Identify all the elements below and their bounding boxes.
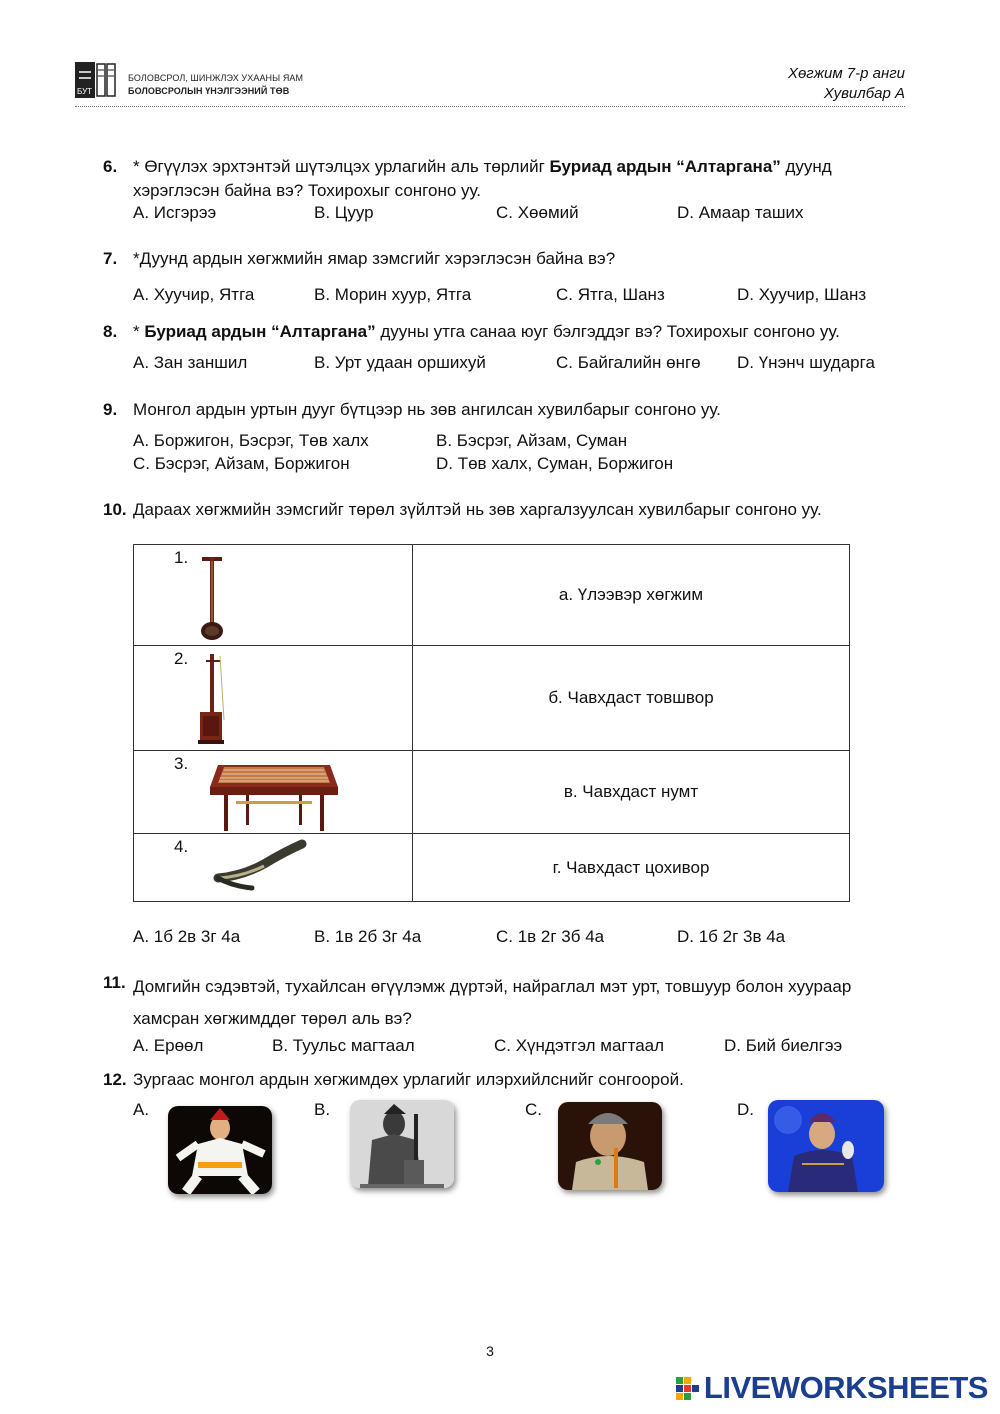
instrument-cell-3: 3. — [134, 751, 413, 834]
q8-option-c[interactable]: C. Байгалийн өнгө — [556, 353, 701, 372]
q10-option-d[interactable]: D. 1б 2г 3в 4а — [677, 927, 786, 946]
q11-option-b[interactable]: B. Туульс магтаал — [272, 1036, 415, 1055]
q8-option-a[interactable]: A. Зан заншил — [133, 353, 248, 372]
q11-option-d[interactable]: D. Бий биелгээ — [724, 1036, 843, 1055]
q10-text: Дараах хөгжмийн зэмсгийг төрөл зүйлтэй нь зөв харгалзуулсан хувилбарыг сонгоно уу. — [133, 500, 822, 519]
q12-option-d[interactable]: D. — [737, 1100, 754, 1119]
q7-option-d[interactable]: D. Хуучир, Шанз — [737, 285, 867, 304]
q6-option-d[interactable]: D. Амаар таших — [677, 203, 804, 222]
instrument-cell-1: 1. — [134, 545, 413, 646]
horn-instrument-icon — [212, 838, 308, 898]
table-row — [134, 545, 850, 646]
q9-option-c[interactable]: C. Бэсрэг, Айзам, Боржигон — [133, 454, 350, 473]
category-cell-c: в. Чавхдаст нумт — [413, 751, 850, 834]
q9-option-b[interactable]: B. Бэсрэг, Айзам, Суман — [436, 431, 628, 450]
liveworksheets-logo-icon — [676, 1377, 700, 1401]
variant-title: Хувилбар А — [823, 85, 905, 102]
q11-number: 11. — [103, 973, 126, 992]
org-name-line2: БОЛОВСРОЛЫН ҮНЭЛГЭЭНИЙ ТӨВ — [128, 86, 290, 96]
q6-text: * Өгүүлэх эрхтэнтэй шүтэлцэх урлагийн аль төрлийг Буриад ардын “Алтаргана” дуунд хэрэглэсэн байна вэ? Тохирохыг сонгоно уу. — [133, 157, 832, 200]
q8-text: * Буриад ардын “Алтаргана” дууны утга санаа юуг бэлгэддэг вэ? Тохирохыг сонгоно уу. — [133, 322, 840, 341]
q9-number: 9. — [103, 400, 118, 419]
q9-text: Монгол ардын уртын дууг бүтцээр нь зөв ангилсан хувилбарыг сонгоно уу. — [133, 400, 721, 419]
svg-text:БУТ: БУТ — [77, 87, 93, 96]
instrument-cell-4: 4. — [134, 834, 413, 902]
q10-option-c[interactable]: C. 1в 2г 3б 4а — [496, 927, 605, 946]
q10-option-a[interactable]: A. 1б 2в 3г 4а — [133, 927, 241, 946]
q7-number: 7. — [103, 249, 118, 268]
photo-tuulch[interactable] — [350, 1100, 454, 1188]
flute-player-image — [558, 1102, 662, 1190]
instrument-match-table — [133, 544, 850, 902]
instrument-cell-2: 2. — [134, 646, 413, 751]
q7-option-b[interactable]: B. Морин хуур, Ятга — [314, 285, 472, 304]
header-divider — [75, 106, 905, 107]
category-cell-a: а. Үлээвэр хөгжим — [413, 545, 850, 646]
liveworksheets-brand[interactable] — [676, 1370, 988, 1406]
q11-option-a[interactable]: A. Ерөөл — [133, 1036, 204, 1055]
q12-option-a[interactable]: A. — [133, 1100, 150, 1119]
q7-text: *Дуунд ардын хөгжмийн ямар зэмсгийг хэрэглэсэн байна вэ? — [133, 249, 616, 268]
q6-number: 6. — [103, 157, 118, 176]
q10-option-b[interactable]: B. 1в 2б 3г 4а — [314, 927, 422, 946]
q11-text: Домгийн сэдэвтэй, тухайлсан өгүүлэмж дүртэй, найраглал мэт урт, товшуур болон хуураар хамсран хөгжимддөг төрөл аль вэ? — [133, 977, 852, 1028]
q12-option-c[interactable]: C. — [525, 1100, 542, 1119]
table-row — [134, 751, 850, 834]
liveworksheets-text: LIVEWORKSHEETS — [703, 1370, 988, 1405]
q9-option-d[interactable]: D. Төв халх, Суман, Боржигон — [436, 454, 674, 473]
q11-option-c[interactable]: C. Хүндэтгэл магтаал — [494, 1036, 665, 1055]
q10-number: 10. — [103, 500, 127, 519]
org-name-line1: БОЛОВСРОЛ, ШИНЖЛЭХ УХААНЫ ЯАМ — [128, 73, 304, 83]
q7-option-a[interactable]: A. Хуучир, Ятга — [133, 285, 255, 304]
q12-text: Зургаас монгол ардын хөгжимдөх урлагийг илэрхийлснийг сонгоорой. — [133, 1070, 684, 1089]
q6-option-a[interactable]: A. Исгэрээ — [133, 203, 217, 222]
ministry-logo — [75, 62, 123, 98]
q12-option-b[interactable]: B. — [314, 1100, 331, 1119]
book-icon — [75, 62, 123, 98]
shanz-instrument-icon — [198, 551, 238, 643]
category-cell-d: г. Чавхдаст цохивор — [413, 834, 850, 902]
q6-option-b[interactable]: B. Цуур — [314, 203, 374, 222]
q7-option-c[interactable]: C. Ятга, Шанз — [556, 285, 665, 304]
khuuchir-instrument-icon — [196, 650, 240, 746]
category-cell-b: б. Чавхдаст товшвор — [413, 646, 850, 751]
q8-number: 8. — [103, 322, 118, 341]
table-row — [134, 834, 850, 902]
photo-singer[interactable] — [768, 1100, 884, 1192]
tuulch-image — [350, 1100, 454, 1188]
q12-number: 12. — [103, 1070, 127, 1089]
singer-image — [768, 1100, 884, 1192]
q8-option-d[interactable]: D. Үнэнч шударга — [737, 353, 875, 372]
q8-option-b[interactable]: B. Урт удаан оршихуй — [314, 353, 486, 372]
q6-option-c[interactable]: C. Хөөмий — [496, 203, 579, 222]
photo-dancer[interactable] — [168, 1106, 272, 1194]
page-number: 3 — [486, 1343, 494, 1359]
table-row — [134, 646, 850, 751]
yoochin-instrument-icon — [206, 757, 342, 833]
subject-title: Хөгжим 7-р анги — [787, 65, 905, 82]
photo-flute-player[interactable] — [558, 1102, 662, 1190]
q9-option-a[interactable]: A. Боржигон, Бэсрэг, Төв халх — [133, 431, 369, 450]
dancer-image — [168, 1106, 272, 1194]
